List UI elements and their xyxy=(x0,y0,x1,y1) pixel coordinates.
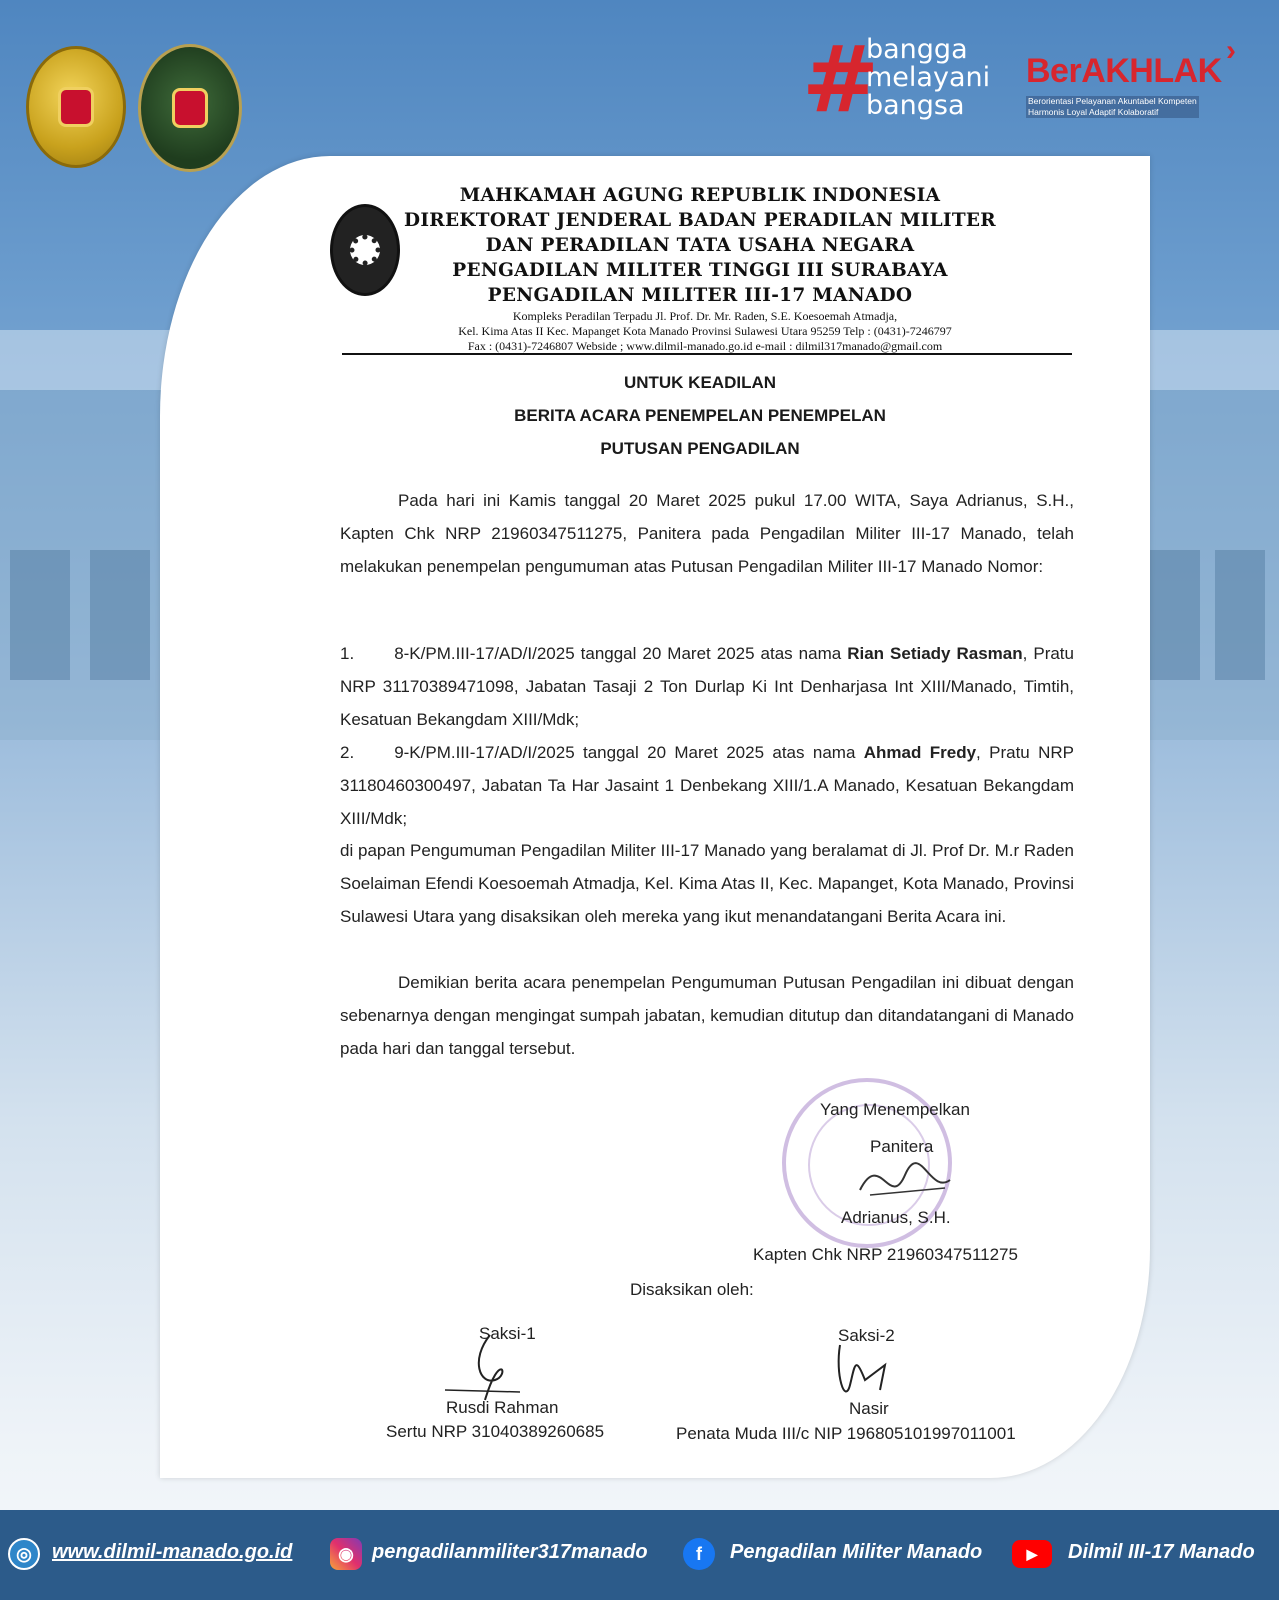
background-window xyxy=(10,550,70,680)
background-building-roof-right xyxy=(1129,330,1279,390)
intro-text: Pada hari ini Kamis tanggal 20 Maret 2025 pukul 17.00 WITA, Saya Adrianus, S.H., Kapten Chk NRP 21960347511275, Panitera pada Pengadilan Militer III-17 Manado, telah melakukan penempelan pengumuman atas Putusan Pengadilan Militer III-17 Manado Nomor: xyxy=(340,491,1074,576)
witness2-name: Nasir xyxy=(849,1399,889,1418)
letterhead-line: DAN PERADILAN TATA USAHA NEGARA xyxy=(485,235,915,256)
letterhead-line: DIREKTORAT JENDERAL BADAN PERADILAN MILITER xyxy=(404,210,996,231)
tagline-word: melayani xyxy=(866,62,991,93)
background-building-roof-left xyxy=(0,330,170,390)
list-text: 8-K/PM.III-17/AD/I/2025 tanggal 20 Maret 2025 atas nama xyxy=(394,644,842,663)
letterhead-line: PENGADILAN MILITER TINGGI III SURABAYA xyxy=(452,260,948,281)
document-title: UNTUK KEADILAN xyxy=(623,373,777,392)
pengadilan-militer-seal-logo xyxy=(138,44,242,172)
letterhead-line: MAHKAMAH AGUNG REPUBLIK INDONESIA xyxy=(459,185,941,206)
gear-emblem-icon xyxy=(350,235,380,265)
defendant-name: Rian Setiady Rasman xyxy=(847,644,1023,663)
instagram-link[interactable]: pengadilanmiliter317manado xyxy=(372,1541,648,1563)
facebook-link[interactable]: Pengadilan Militer Manado xyxy=(730,1541,983,1563)
document-title: BERITA ACARA PENEMPELAN PENEMPELAN xyxy=(514,406,886,425)
closing-text: Demikian berita acara penempelan Pengumuman Putusan Pengadilan ini dibuat dengan sebenarnya dengan mengingat sumpah jabatan, kemudian ditutup dan ditandatangani di Manado pada hari dan tanggal tersebut. xyxy=(340,973,1074,1058)
berakhlak-subtitle-line: Berorientasi Pelayanan Akuntabel Kompeten xyxy=(1028,96,1197,106)
signer-name: Adrianus, S.H. xyxy=(841,1208,951,1227)
letterhead-address: Kompleks Peradilan Terpadu Jl. Prof. Dr. Mr. Raden, S.E. Koesoemah Atmadja, xyxy=(512,309,898,323)
hashtag-logo: # xyxy=(802,26,880,133)
youtube-icon: ▶ xyxy=(1012,1540,1052,1568)
witness1-rank: Sertu NRP 31040389260685 xyxy=(386,1422,605,1441)
witnessed-by-label: Disaksikan oleh: xyxy=(630,1280,754,1299)
intro-paragraph xyxy=(340,484,1074,583)
facebook-icon: f xyxy=(683,1538,715,1570)
letterhead-address: Fax : (0431)-7246807 Webside ; www.dilmil-manado.go.id e-mail : dilmil317manado@gmail.com xyxy=(467,339,943,353)
instagram-icon: ◉ xyxy=(330,1538,362,1570)
background-window xyxy=(1150,550,1200,680)
document-title: PUTUSAN PENGADILAN xyxy=(600,439,800,458)
signer-role: Yang Menempelkan xyxy=(820,1100,970,1119)
closing-paragraph xyxy=(340,966,1074,1065)
berakhlak-subtitle-line: Harmonis Loyal Adaptif Kolaboratif xyxy=(1028,107,1159,117)
location-paragraph: di papan Pengumuman Pengadilan Militer III-17 Manado yang beralamat di Jl. Prof Dr. M.r Raden Soelaiman Efendi Koesoemah Atmadja, Kel. Kima Atas II, Kec. Mapanget, Kota Manado, Provinsi Sulawesi Utara yang disaksikan oleh mereka yang ikut menandatangani Berita Acara ini. xyxy=(340,841,1074,926)
garuda-shield-icon xyxy=(58,87,94,127)
chevron-right-icon: › xyxy=(1226,34,1236,67)
background-window xyxy=(90,550,150,680)
list-number: 1. xyxy=(340,644,355,663)
defendant-name: Ahmad Fredy xyxy=(863,743,977,762)
list-number: 2. xyxy=(340,743,355,762)
signer-title: Panitera xyxy=(870,1137,934,1156)
witness1-label: Saksi-1 xyxy=(479,1324,536,1343)
garuda-shield-icon xyxy=(172,88,208,128)
letterhead-divider xyxy=(342,353,1072,355)
background-window xyxy=(1215,550,1265,680)
letterhead-address: Kel. Kima Atas II Kec. Mapanget Kota Manado Provinsi Sulawesi Utara 95259 Telp : (0431)-7246797 xyxy=(458,324,952,338)
website-link[interactable]: www.dilmil-manado.go.id xyxy=(52,1541,293,1563)
witness1-name: Rusdi Rahman xyxy=(446,1398,559,1417)
letterhead-line: PENGADILAN MILITER III-17 MANADO xyxy=(487,285,913,306)
list-text: 9-K/PM.III-17/AD/I/2025 tanggal 20 Maret 2025 atas nama xyxy=(394,743,856,762)
berakhlak-subtitle xyxy=(1026,96,1199,118)
tagline-word: bangsa xyxy=(866,90,965,121)
witness2-label: Saksi-2 xyxy=(838,1326,895,1345)
berakhlak-logo: BerAKHLAK xyxy=(1026,52,1222,90)
mahkamah-agung-seal-logo xyxy=(26,46,126,168)
list-item xyxy=(340,637,1074,736)
bangga-melayani-bangsa-logo xyxy=(866,36,990,120)
list-item xyxy=(340,736,1074,835)
youtube-link[interactable]: Dilmil III-17 Manado xyxy=(1068,1541,1255,1563)
tagline-word: bangga xyxy=(866,34,968,65)
signature-adrianus-icon xyxy=(850,1150,960,1210)
list-text: , Pratu NRP 31170389471098, Jabatan Tasaji 2 Ton Durlap Ki Int Denharjasa Int XIII/Manado, Timtih, Kesatuan Bekangdam XIII/Mdk; xyxy=(340,644,1074,729)
globe-icon: ◎ xyxy=(8,1538,40,1570)
witness2-rank: Penata Muda III/c NIP 196805101997011001 xyxy=(676,1424,1016,1443)
list-text: , Pratu NRP 31180460300497, Jabatan Ta Har Jasaint 1 Denbekang XIII/1.A Manado, Kesatuan Bekangdam XIII/Mdk; xyxy=(340,743,1074,828)
signer-rank: Kapten Chk NRP 21960347511275 xyxy=(753,1245,1018,1264)
